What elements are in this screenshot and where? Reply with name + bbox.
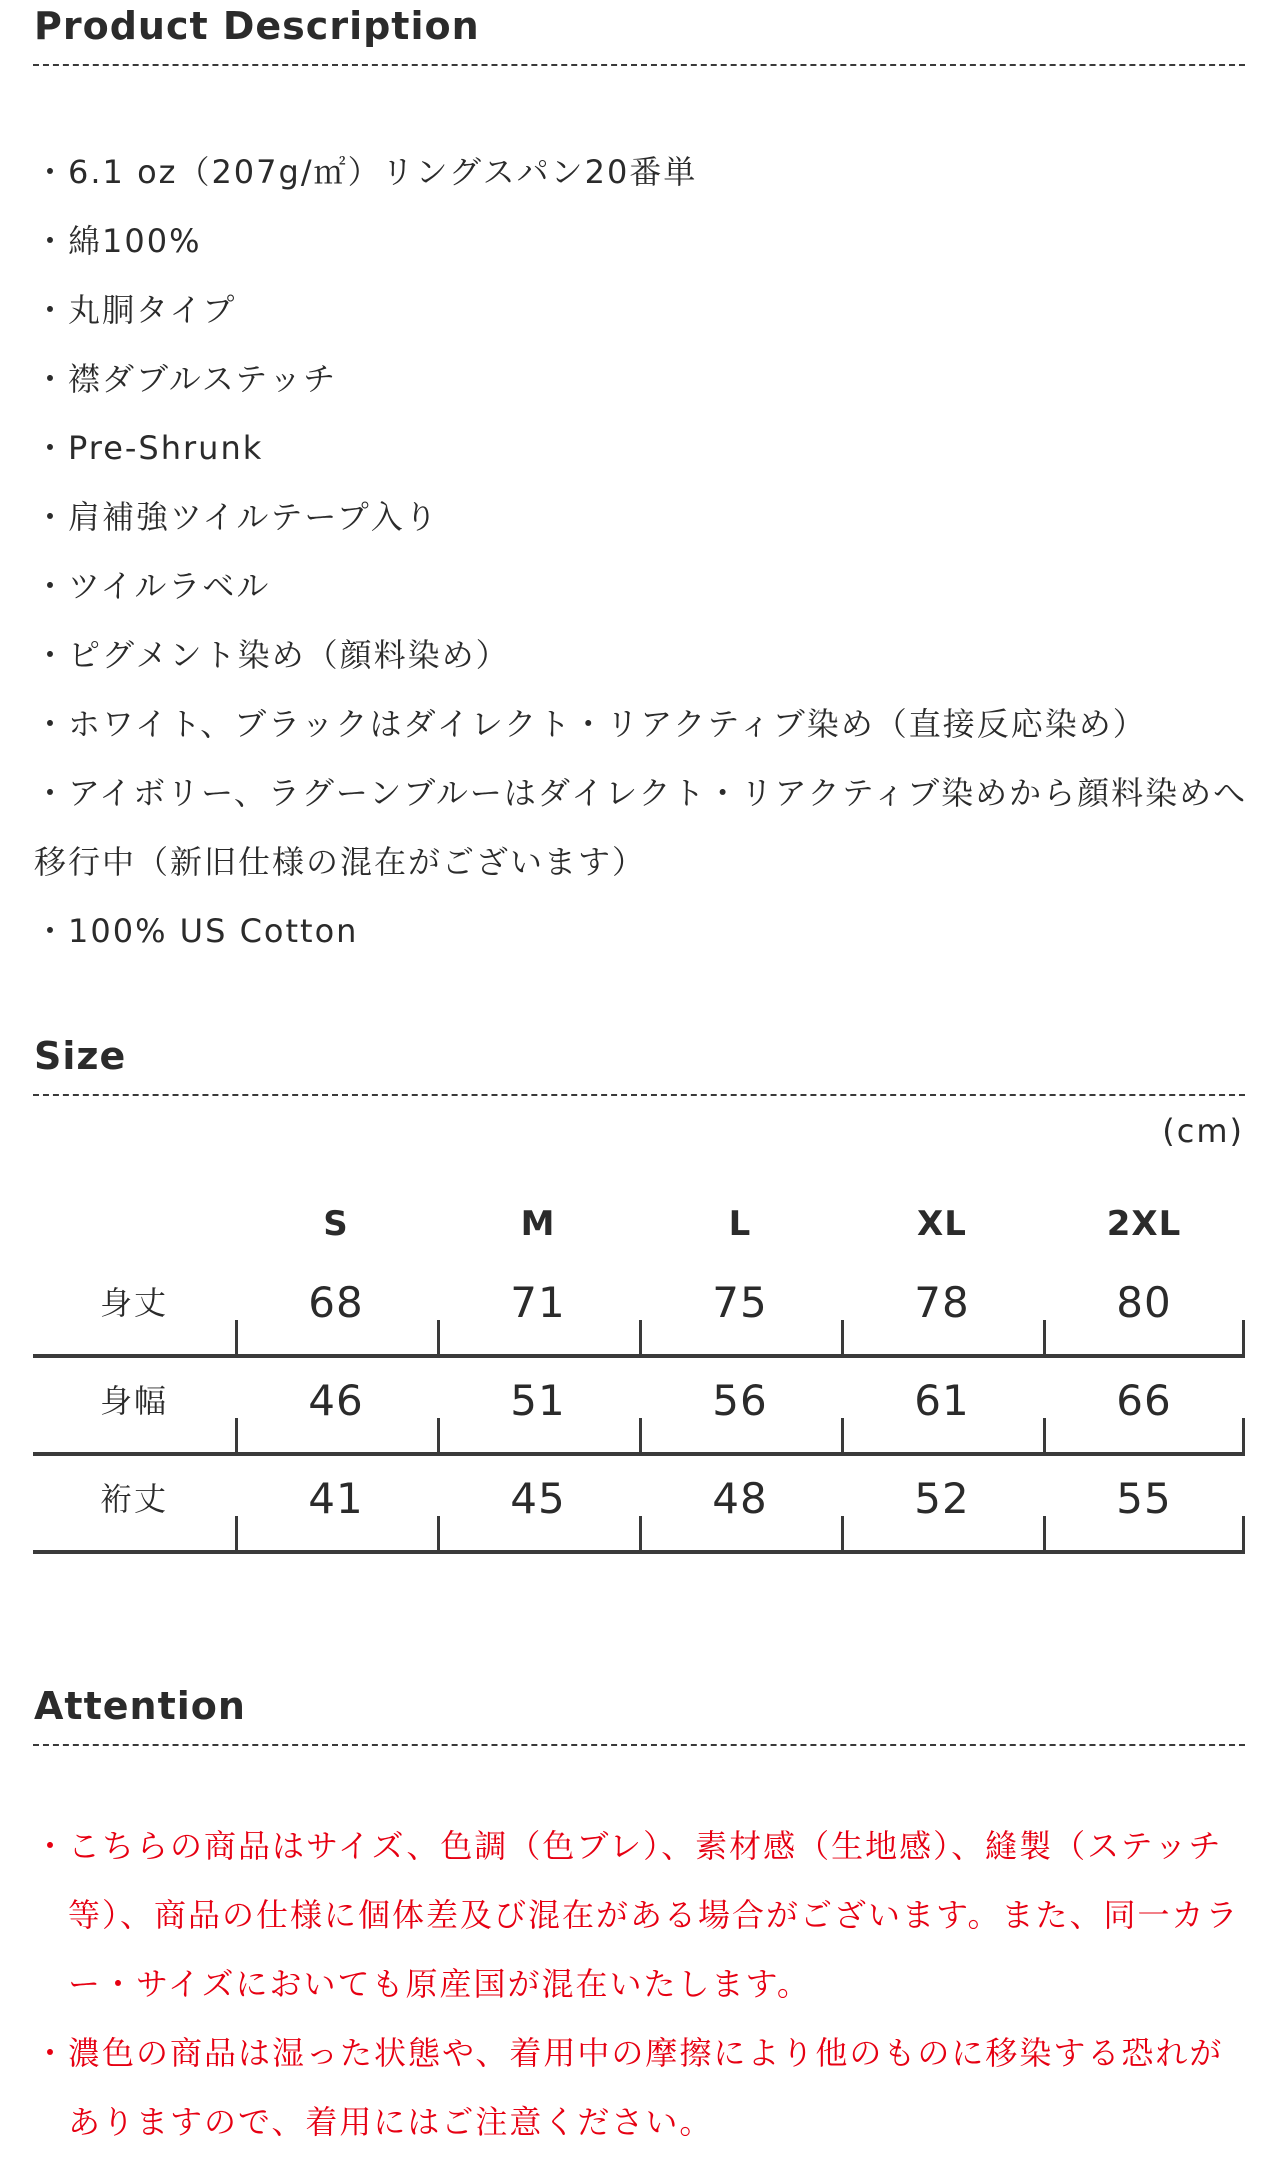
unit-label: (cm) bbox=[1162, 1112, 1244, 1150]
list-item: ・肩補強ツイルテープ入り bbox=[34, 498, 439, 536]
section-divider bbox=[33, 64, 1245, 66]
table-cell: 80 bbox=[1043, 1260, 1245, 1358]
table-cell: 41 bbox=[235, 1456, 437, 1554]
table-row bbox=[33, 1456, 1245, 1554]
size-title: Size bbox=[34, 1034, 127, 1078]
size-table bbox=[33, 1188, 1245, 1554]
table-cell: 75 bbox=[639, 1260, 841, 1358]
list-item: ・6.1 oz（207g/㎡）リングスパン20番単 bbox=[34, 153, 698, 191]
list-item: ・Pre-Shrunk bbox=[34, 429, 264, 467]
table-cell: 68 bbox=[235, 1260, 437, 1358]
table-row bbox=[33, 1260, 1245, 1358]
table-cell: 71 bbox=[437, 1260, 639, 1358]
product-description-title: Product Description bbox=[34, 4, 480, 48]
attention-list bbox=[34, 1812, 1248, 2157]
size-col-s: S bbox=[323, 1204, 349, 1244]
size-col-m: M bbox=[520, 1204, 556, 1244]
table-cell: 51 bbox=[437, 1358, 639, 1456]
list-item: ・襟ダブルステッチ bbox=[34, 360, 338, 398]
list-item: ・ピグメント染め（顔料染め） bbox=[34, 636, 510, 674]
size-col-l: L bbox=[728, 1204, 752, 1244]
table-cell: 66 bbox=[1043, 1358, 1245, 1456]
size-header-row bbox=[33, 1188, 1245, 1260]
table-cell: 45 bbox=[437, 1456, 639, 1554]
section-divider bbox=[33, 1744, 1245, 1746]
table-cell: 78 bbox=[841, 1260, 1043, 1358]
table-cell: 48 bbox=[639, 1456, 841, 1554]
list-item: ・アイボリー、ラグーンブルーはダイレクト・リアクティブ染めから顔料染めへ移行中（新旧仕様の混在がございます） bbox=[34, 774, 1248, 881]
size-col-2xl: 2XL bbox=[1106, 1204, 1182, 1244]
table-cell: 52 bbox=[841, 1456, 1043, 1554]
row-label-body-length: 身丈 bbox=[33, 1260, 235, 1358]
list-item: ・100% US Cotton bbox=[34, 912, 359, 950]
table-cell: 46 bbox=[235, 1358, 437, 1456]
row-label-body-width: 身幅 bbox=[33, 1358, 235, 1456]
table-cell: 55 bbox=[1043, 1456, 1245, 1554]
list-item: ・綿100% bbox=[34, 222, 202, 260]
size-col-xl: XL bbox=[917, 1204, 967, 1244]
table-cell: 61 bbox=[841, 1358, 1043, 1456]
list-item: ・丸胴タイプ bbox=[34, 291, 237, 329]
product-description-list bbox=[34, 138, 1254, 966]
table-row bbox=[33, 1358, 1245, 1456]
attention-item: ・こちらの商品はサイズ、色調（色ブレ）、素材感（生地感）、縫製（ステッチ等）、商品の仕様に個体差及び混在がある場合がございます。また、同一カラー・サイズにおいても原産国が混在いたします。 bbox=[34, 1827, 1240, 2003]
row-label-sleeve-length: 裄丈 bbox=[33, 1456, 235, 1554]
table-cell: 56 bbox=[639, 1358, 841, 1456]
list-item: ・ツイルラベル bbox=[34, 567, 271, 605]
list-item: ・ホワイト、ブラックはダイレクト・リアクティブ染め（直接反応染め） bbox=[34, 705, 1147, 743]
attention-title: Attention bbox=[34, 1684, 246, 1728]
attention-item: ・濃色の商品は湿った状態や、着用中の摩擦により他のものに移染する恐れがありますので、着用にはご注意ください。 bbox=[34, 2034, 1224, 2141]
section-divider bbox=[33, 1094, 1245, 1096]
